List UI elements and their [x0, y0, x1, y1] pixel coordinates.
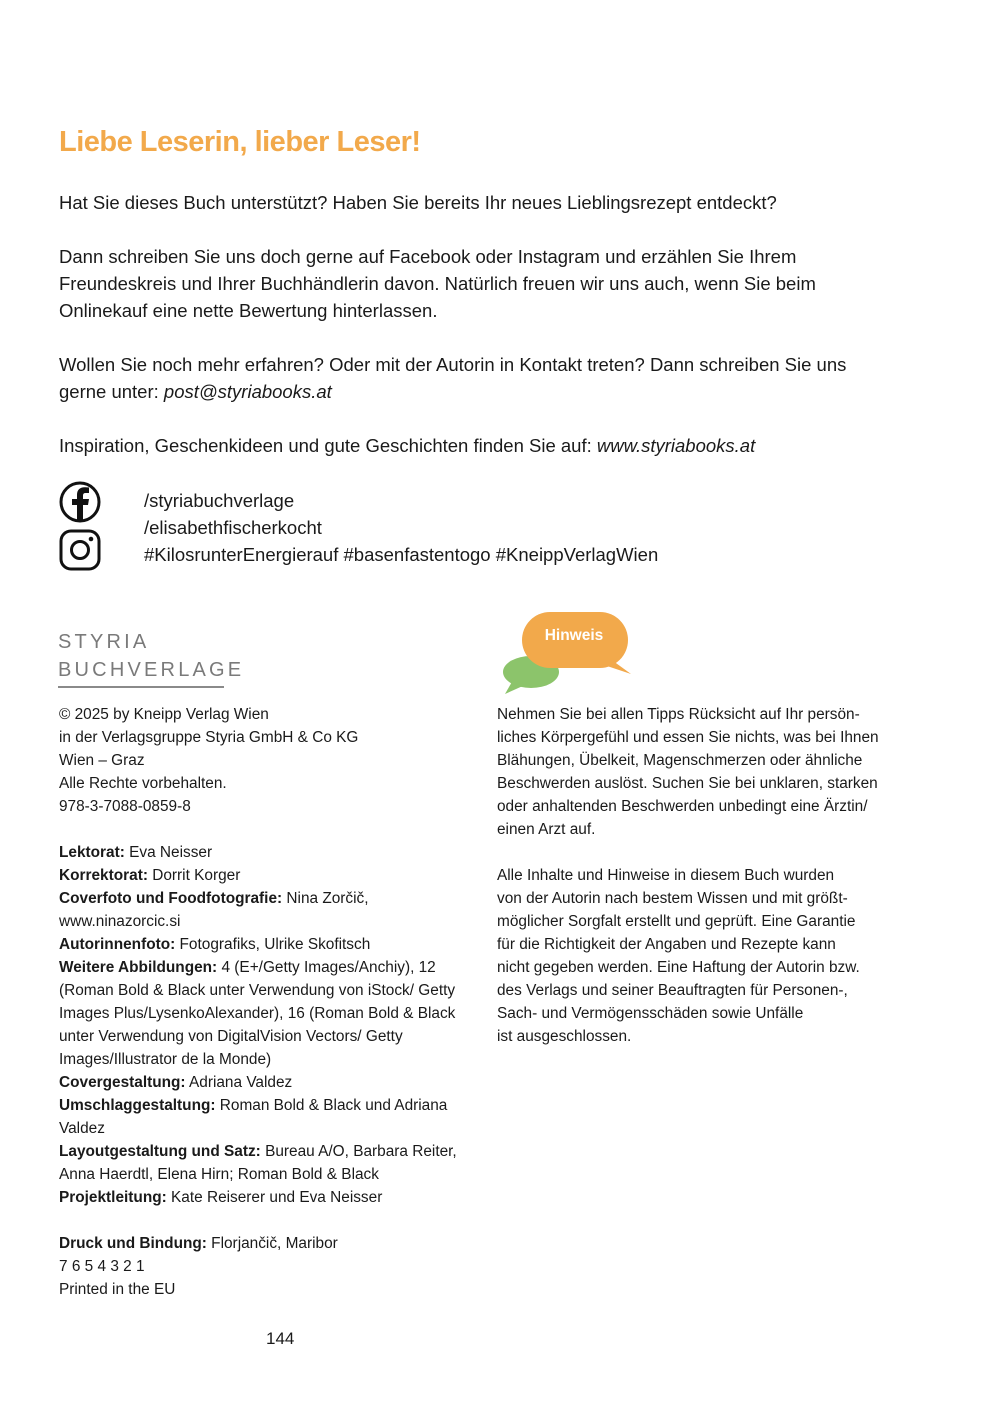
rights-line: Alle Rechte vorbehalten. — [59, 775, 227, 792]
credit-value: Roman Bold & Black und Adriana Valdez — [59, 1097, 448, 1137]
credit-korrektorat — [59, 864, 479, 887]
instagram-icon[interactable] — [61, 531, 99, 569]
credit-value: Fotografiks, Ulrike Skofitsch — [175, 936, 371, 953]
credit-autorinnenfoto — [59, 933, 479, 956]
credit-label: Autorinnenfoto: — [59, 936, 176, 953]
facebook-handle[interactable]: /styriabuchverlage — [144, 490, 295, 511]
website-link[interactable]: www.styriabooks.at — [596, 435, 756, 456]
social-icons-svg — [59, 481, 103, 573]
publisher-cities: Wien – Graz — [59, 752, 145, 769]
isbn: 978-3-7088-0859-8 — [59, 798, 191, 815]
credit-druck — [59, 1232, 479, 1255]
credit-value: 4 (E+/Getty Images/Anchiy), 12 (Roman Bold & Black unter Verwendung von iStock/ Getty Images Plus/LysenkoAlexander), 16 (Roman Bold & Black unter Verwendung von DigitalVision Vectors/ Getty Images/Illustrator de la Monde) — [59, 959, 456, 1068]
edition-line: 7 6 5 4 3 2 1 — [59, 1258, 145, 1275]
credit-layoutgestaltung — [59, 1140, 479, 1186]
credit-value: Nina Zorčič, www.ninazorcic.si — [59, 890, 369, 930]
copyright-line: © 2025 by Kneipp Verlag Wien — [59, 706, 269, 723]
credit-label: Umschlaggestaltung: — [59, 1097, 216, 1114]
publisher-group: in der Verlagsgruppe Styria GmbH & Co KG — [59, 729, 359, 746]
hinweis-bubbles — [497, 608, 637, 703]
contact-email-link[interactable]: post@styriabooks.at — [163, 381, 332, 402]
credit-value: Bureau A/O, Barbara Reiter, Anna Haerdtl, Elena Hirn; Roman Bold & Black — [59, 1143, 457, 1183]
credit-value: Adriana Valdez — [185, 1074, 293, 1091]
speech-bubble-icon — [497, 608, 637, 698]
credit-value: Eva Neisser — [124, 844, 213, 861]
credit-label: Lektorat: — [59, 844, 125, 861]
logo-line-1: STYRIA — [58, 631, 150, 653]
intro-paragraph-2: Dann schreiben Sie uns doch gerne auf Facebook oder Instagram und erzählen Sie Ihrem Freundeskreis und Ihrer Buchhändlerin davon. Natürlich freuen wir uns auch, wenn Sie beim Onlinekauf eine nette Bewertung hinterlassen. — [59, 246, 816, 321]
imprint-column — [59, 703, 479, 1301]
hinweis-paragraph-1: Nehmen Sie bei allen Tipps Rücksicht auf Ihr persön- liches Körpergefühl und essen Sie nichts, was bei Ihnen Blähungen, Übelkeit, Magenschmerzen oder ähnliche Beschwerden auslöst. Suchen Sie bei unklaren, starken oder anhaltenden Beschwerden unbedingt eine Ärztin/ einen Arzt auf. — [497, 706, 879, 838]
hashtags: #KilosrunterEnergierauf #basenfastentogo #KneippVerlagWien — [144, 544, 659, 565]
page-heading: Liebe Leserin, lieber Leser! — [59, 126, 421, 158]
contact-text: Wollen Sie noch mehr erfahren? Oder mit der Autorin in Kontakt treten? Dann schreiben Sie uns gerne unter: — [59, 354, 847, 402]
printed-line: Printed in the EU — [59, 1281, 176, 1298]
credit-label: Covergestaltung: — [59, 1074, 186, 1091]
spacer — [59, 818, 479, 841]
credit-coverfoto — [59, 887, 479, 933]
credit-weitere-abbildungen — [59, 956, 479, 1071]
facebook-handle-author[interactable]: /elisabethfischerkocht — [144, 517, 322, 538]
spacer — [59, 1209, 479, 1232]
website-text: Inspiration, Geschenkideen und gute Geschichten finden Sie auf: — [59, 435, 597, 456]
credit-umschlaggestaltung — [59, 1094, 479, 1140]
hinweis-paragraph-2: Alle Inhalte und Hinweise in diesem Buch wurden von der Autorin nach bestem Wissen und mit größt- möglicher Sorgfalt erstellt und geprüft. Eine Garantie für die Richtigkeit der Angaben und Rezepte kann nicht gegeben werden. Eine Haftung der Autorin bzw. des Verlags und seiner Beauftragten für Personen-, Sach- und Vermögensschäden sowie Unfälle ist ausgeschlossen. — [497, 867, 860, 1045]
hinweis-label: Hinweis — [544, 627, 604, 644]
spacer — [497, 841, 917, 864]
intro-paragraph-3 — [59, 351, 879, 405]
facebook-icon[interactable] — [61, 483, 99, 521]
social-icons — [59, 481, 103, 578]
publisher-logo — [58, 628, 244, 684]
credit-label: Weitere Abbildungen: — [59, 959, 218, 976]
credit-covergestaltung — [59, 1071, 479, 1094]
credit-value: Kate Reiserer und Eva Neisser — [166, 1189, 383, 1206]
page-number: 144 — [266, 1329, 295, 1348]
hinweis-column — [497, 703, 917, 1048]
credit-label: Layoutgestaltung und Satz: — [59, 1143, 261, 1160]
social-links — [144, 487, 658, 568]
intro-paragraph-1: Hat Sie dieses Buch unterstützt? Haben Sie bereits Ihr neues Lieblingsrezept entdeckt? — [59, 192, 777, 213]
intro-paragraph-4 — [59, 432, 879, 459]
logo-line-2: BUCHVERLAGE — [58, 659, 245, 681]
credit-value: Dorrit Korger — [147, 867, 241, 884]
credit-label: Druck und Bindung: — [59, 1235, 207, 1252]
credit-label: Coverfoto und Foodfotografie: — [59, 890, 283, 907]
credit-projektleitung — [59, 1186, 479, 1209]
credit-lektorat — [59, 841, 479, 864]
credit-label: Korrektorat: — [59, 867, 148, 884]
logo-underline — [58, 686, 224, 688]
credit-label: Projektleitung: — [59, 1189, 167, 1206]
credit-value: Florjančič, Maribor — [206, 1235, 338, 1252]
